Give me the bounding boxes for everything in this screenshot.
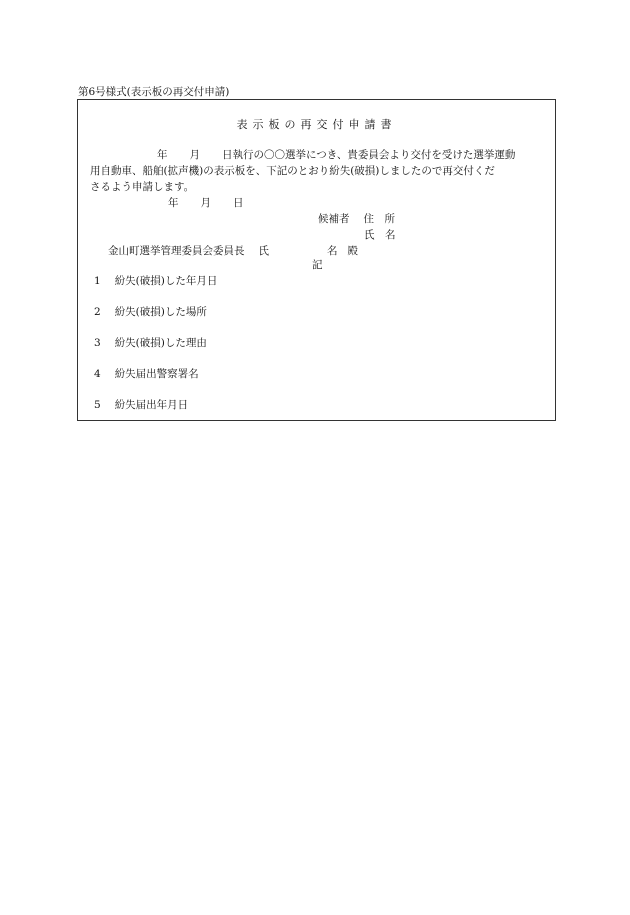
application-form-frame xyxy=(77,99,556,421)
candidate-prefix: 候補者 xyxy=(318,213,350,225)
addressee-org: 金山町選挙管理委員会委員長 xyxy=(108,245,245,257)
form-number-label: 第6号様式(表示板の再交付申請) xyxy=(78,86,230,98)
list-item xyxy=(94,398,188,412)
submission-year-label: 年 xyxy=(168,197,179,209)
item-text: 紛失(破損)した年月日 xyxy=(114,275,218,287)
addressee-honorific: 殿 xyxy=(347,245,358,257)
list-item xyxy=(94,367,199,381)
item-text: 紛失届出警察署名 xyxy=(114,368,199,380)
item-number: 3 xyxy=(94,337,101,349)
addressee-name-part1: 氏 xyxy=(258,245,269,257)
submission-month-label: 月 xyxy=(200,197,211,209)
candidate-address-line xyxy=(318,212,395,226)
item-text: 紛失届出年月日 xyxy=(114,399,189,411)
date-year-label: 年 xyxy=(157,149,168,161)
body-line-3: さるよう申請します。 xyxy=(90,181,195,193)
date-day-and-text: 日執行の〇〇選挙につき、貴委員会より交付を受けた選挙運動 xyxy=(222,149,516,161)
date-month-label: 月 xyxy=(189,149,200,161)
list-item xyxy=(94,274,217,288)
item-number: 5 xyxy=(94,399,101,411)
ki-heading: 記 xyxy=(312,259,323,271)
body-line-1 xyxy=(157,148,515,162)
list-item xyxy=(94,305,207,319)
item-text: 紛失(破損)した場所 xyxy=(114,306,207,318)
submission-day-label: 日 xyxy=(233,197,244,209)
item-number: 4 xyxy=(94,368,101,380)
addressee-name-part2: 名 xyxy=(327,245,338,257)
candidate-name-label: 氏 名 xyxy=(364,229,396,241)
addressee-line xyxy=(108,244,358,258)
candidate-address-label: 住 所 xyxy=(363,213,395,225)
list-item xyxy=(94,336,207,350)
item-text: 紛失(破損)した理由 xyxy=(114,337,207,349)
document-title: 表示板の再交付申請書 xyxy=(236,118,397,131)
item-number: 2 xyxy=(94,306,101,318)
submission-date xyxy=(168,196,244,210)
body-line-2: 用自動車、船舶(拡声機)の表示板を、下記のとおり紛失(破損)しましたので再交付くだ xyxy=(90,165,495,177)
item-number: 1 xyxy=(94,275,101,287)
